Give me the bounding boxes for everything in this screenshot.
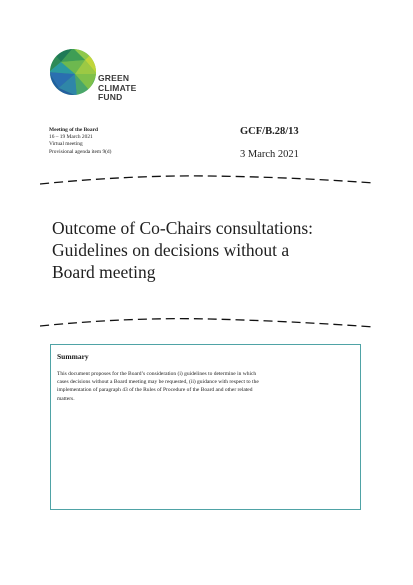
document-info <box>240 125 299 161</box>
document-title <box>52 217 382 283</box>
logo-word-fund: FUND <box>98 92 123 102</box>
summary-heading: Summary <box>57 352 89 361</box>
summary-line: matters. <box>57 395 75 402</box>
summary-line: cases decisions without a Board meeting may be requested, (ii) guidance with respect to the <box>57 379 259 386</box>
document-date: 3 March 2021 <box>240 149 299 160</box>
meeting-info <box>49 127 111 156</box>
document-symbol: GCF/B.28/13 <box>240 126 299 137</box>
meeting-dates: 16 – 19 March 2021 <box>49 134 93 141</box>
summary-text <box>57 370 357 403</box>
logo-word-green: GREEN <box>98 73 130 83</box>
decorative-wave-rule-bottom <box>40 315 374 329</box>
gcf-logo <box>49 48 149 110</box>
meeting-location: Virtual meeting <box>49 141 83 148</box>
summary-line: implementation of paragraph 43 of the Rules of Procedure of the Board and other related <box>57 387 253 394</box>
logo-wordmark <box>98 74 137 103</box>
agenda-item: Provisional agenda item 9(d) <box>49 148 112 155</box>
title-line-3: Board meeting <box>52 262 156 282</box>
globe-mosaic-icon <box>49 48 97 96</box>
summary-box <box>50 344 361 510</box>
decorative-wave-rule-top <box>40 173 374 187</box>
title-line-2: Guidelines on decisions without a <box>52 240 290 260</box>
summary-line: This document proposes for the Board’s consideration (i) guidelines to determine in which <box>57 371 257 377</box>
meeting-title: Meeting of the Board <box>49 127 98 133</box>
logo-word-climate: CLIMATE <box>98 82 137 93</box>
title-line-1: Outcome of Co-Chairs consultations: <box>52 218 314 238</box>
